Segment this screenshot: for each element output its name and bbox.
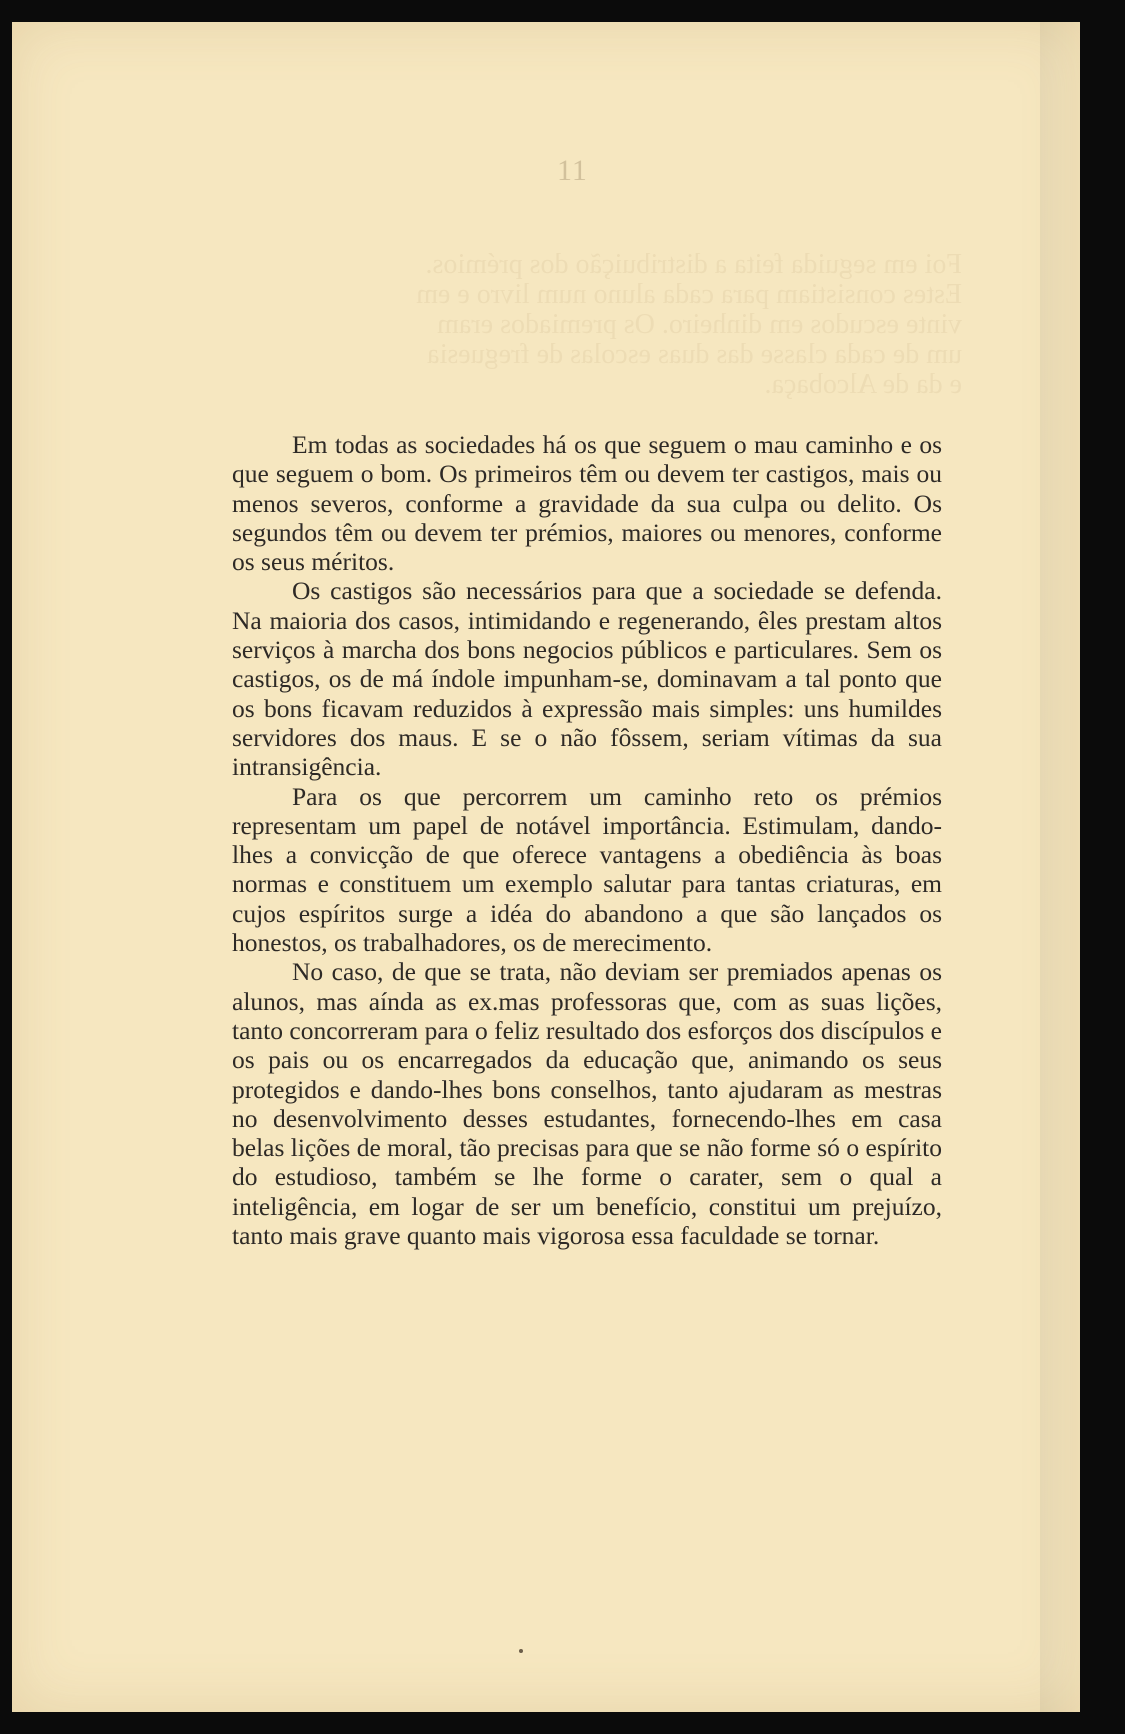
paragraph: Para os que percorrem um caminho reto os prémios representam um papel de notável importância. Estimulam, dando-lhes a convicção de que oferece vantagens a obediência às boas normas e constituem um exemplo salutar para tantas criaturas, em cujos espíritos surge a idéa do abandono a que são lançados os honestos, os trabalhadores, os de merecimento.	[232, 781, 942, 958]
bleed-through-text	[222, 250, 962, 400]
document-page	[12, 22, 1080, 1712]
bleed-through-line: e da de Alcobaça.	[764, 369, 962, 400]
paragraph: No caso, de que se trata, não deviam ser premiados apenas os alunos, mas aínda as ex.mas professoras que, com as suas lições, tanto concorreram para o feliz resultado dos esforços dos discípulos e os pais ou os encarregados da educação que, animando os seus protegidos e dando-lhes bons conselhos, tanto ajudaram as mestras no desenvolvimento desses estudantes, fornecendo-lhes em casa belas lições de moral, tão precisas para que se não forme só o espírito do estudioso, também se lhe forme o carater, sem o qual a inteligência, em logar de ser um benefício, constitui um prejuízo, tanto mais grave quanto mais vigorosa essa faculdade se tornar.	[232, 957, 942, 1251]
bleed-through-line: vinte escudos em dinheiro. Os premiados eram	[437, 309, 962, 340]
bleed-through-line: um de cada classe das duas escolas de freguesia	[427, 339, 962, 370]
page-edge-shadow	[1040, 22, 1080, 1712]
paragraph: Em todas as sociedades há os que seguem o mau caminho e os que seguem o bom. Os primeiros têm ou devem ter castigos, mais ou menos severos, conforme a gravidade da sua culpa ou delito. Os segundos têm ou devem ter prémios, maiores ou menores, conforme os seus méritos.	[232, 430, 942, 577]
ink-dot	[519, 1649, 523, 1653]
body-text	[232, 430, 942, 1250]
page-number: 11	[557, 154, 588, 187]
bleed-through-line: Foi em seguida feita a distribuição dos prémios.	[425, 249, 962, 280]
paragraph: Os castigos são necessários para que a sociedade se defenda. Na maioria dos casos, intimidando e regenerando, êles prestam altos serviços à marcha dos bons negocios públicos e particulares. Sem os castigos, os de má índole impunham-se, dominavam a tal ponto que os bons ficavam reduzidos à expressão mais simples: uns humildes servidores dos maus. E se o não fôssem, seriam vítimas da sua intransigência.	[232, 576, 942, 782]
bleed-through-line: Estes consistiam para cada aluno num livro e em	[416, 279, 962, 310]
